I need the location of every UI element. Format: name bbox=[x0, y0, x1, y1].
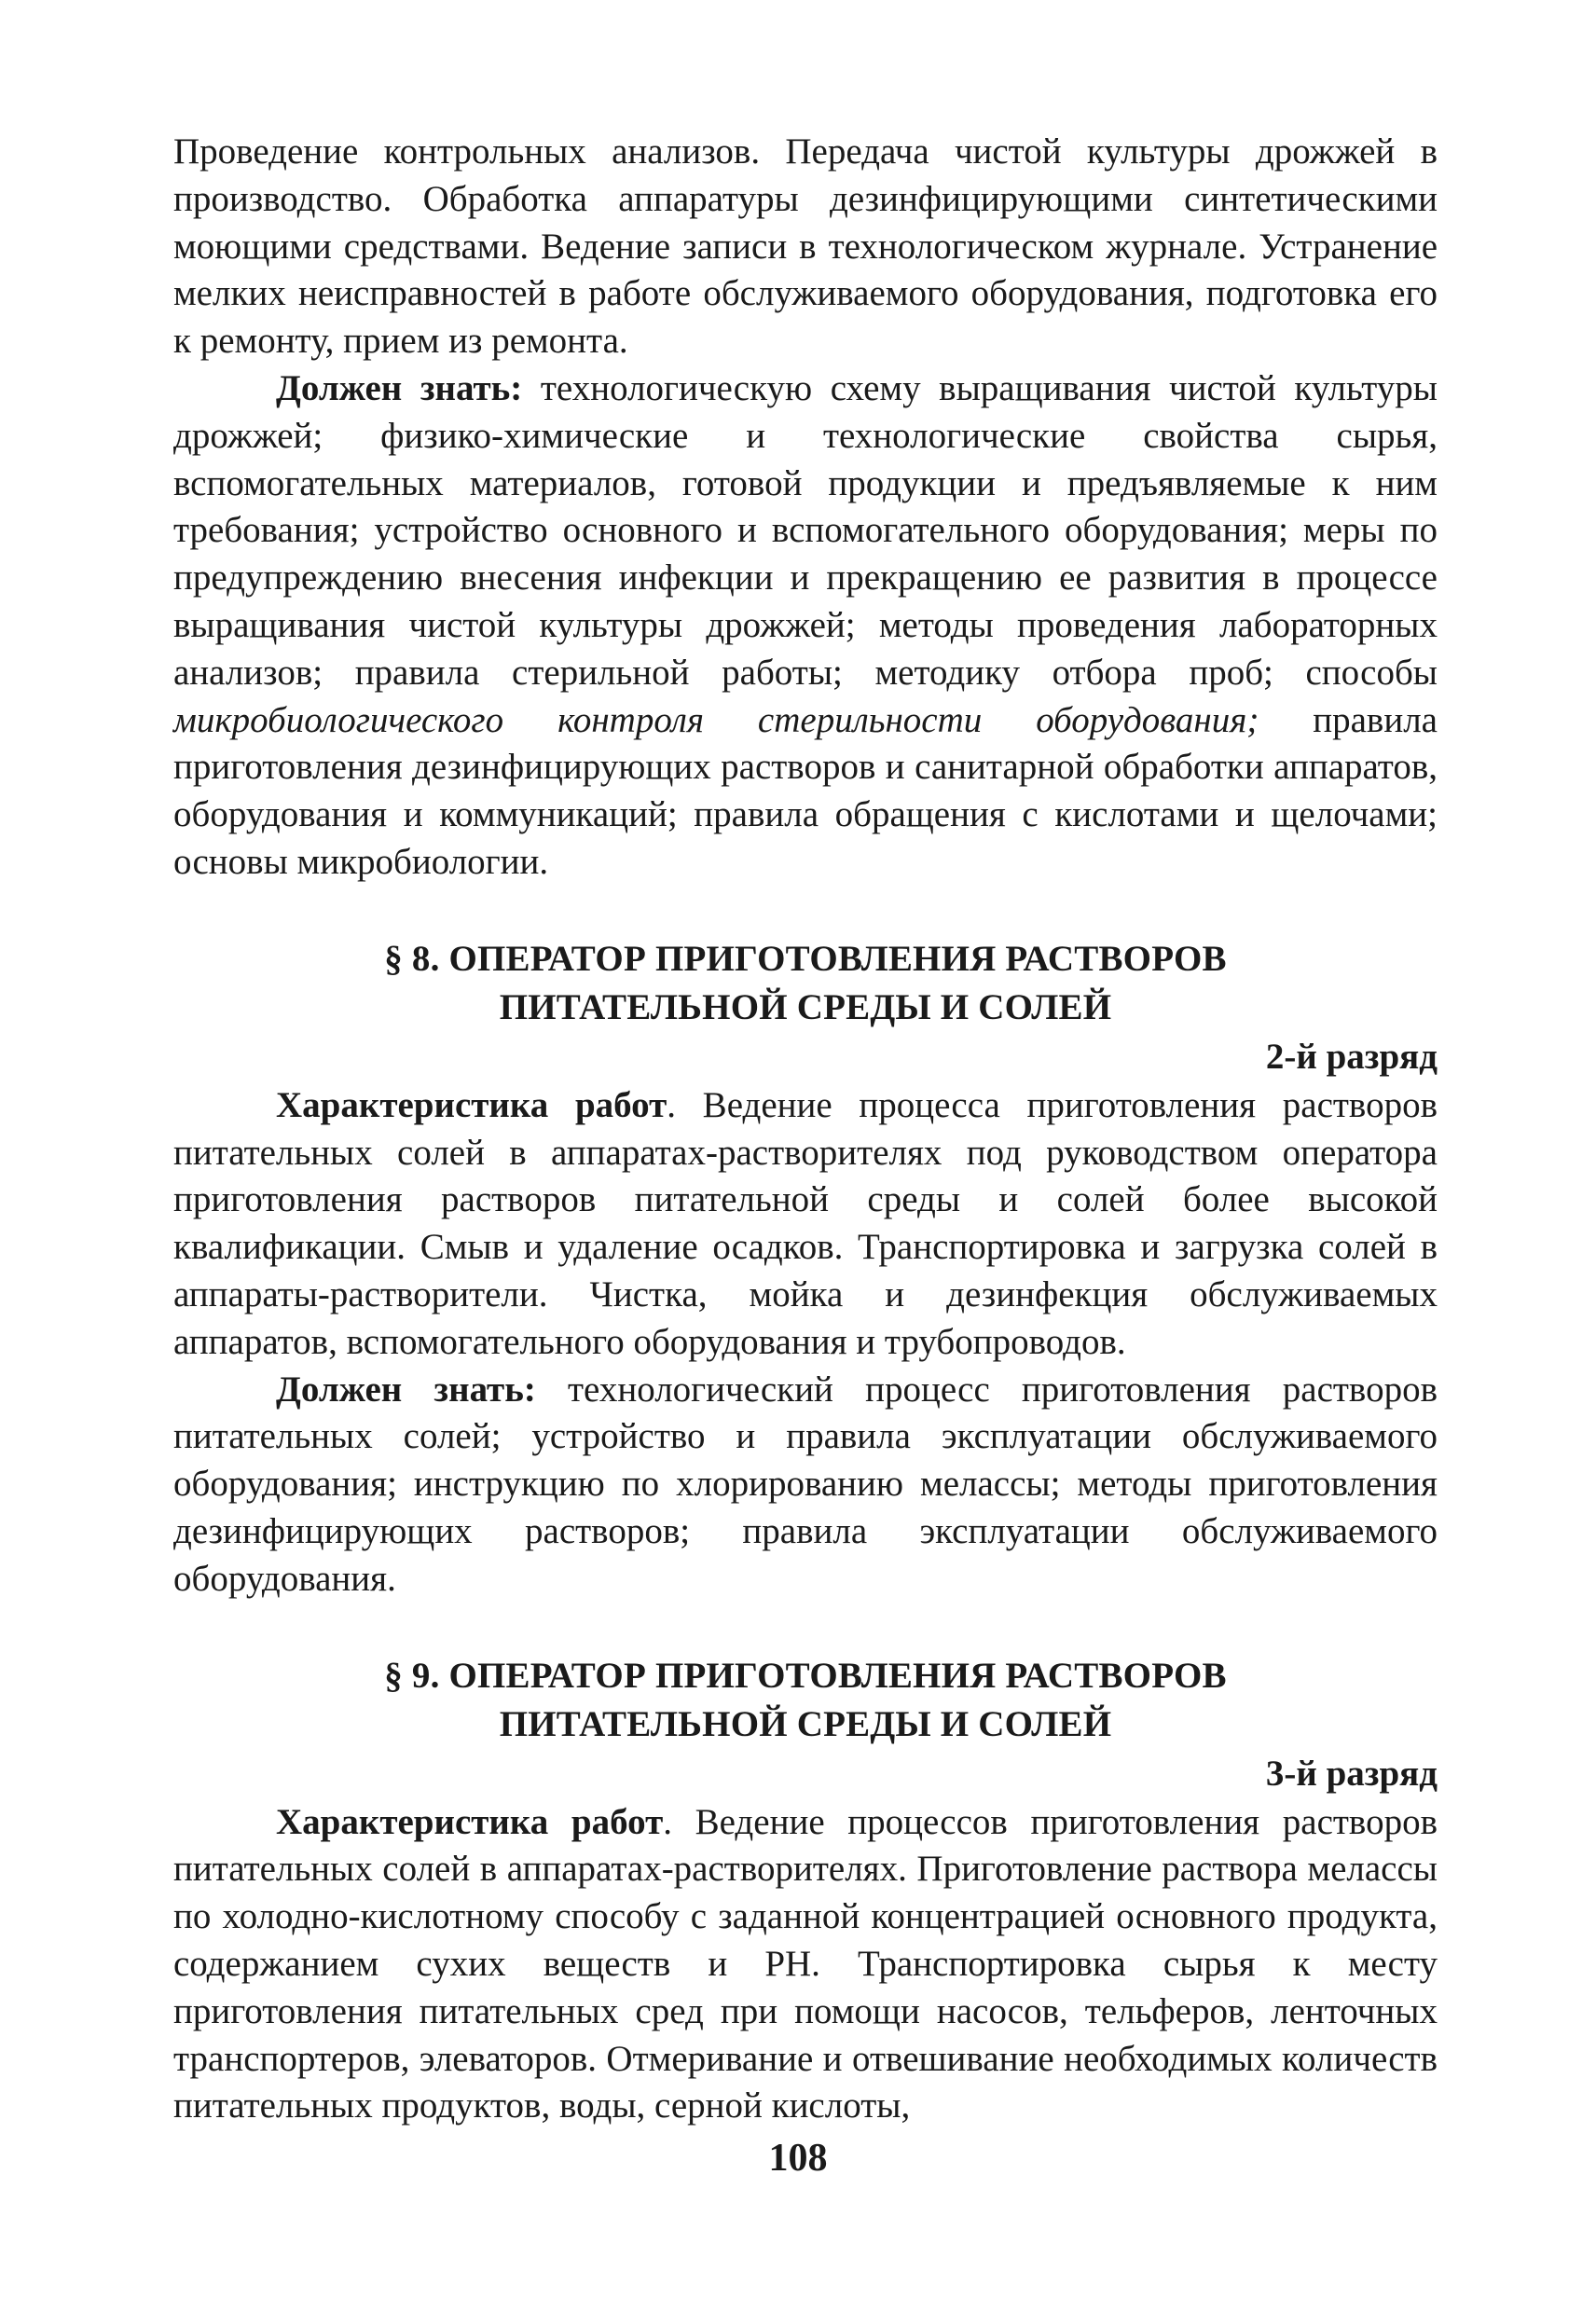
must-know-label: Должен знать: bbox=[276, 367, 523, 408]
must-know-text-b: правила приготовления дезинфицирующих растворов и санитарной обработки аппаратов, оборудования и коммуникаций; правила обращения с кислотами и щелочами; основы микробиологии. bbox=[173, 699, 1438, 882]
section-8-grade: 2-й разряд bbox=[1265, 1036, 1438, 1077]
section-9-title-line1: § 9. ОПЕРАТОР ПРИГОТОВЛЕНИЯ РАСТВОРОВ bbox=[384, 1655, 1227, 1696]
page-body bbox=[173, 129, 1438, 2130]
section-9-work-paragraph bbox=[173, 1799, 1438, 2131]
section-8-know-text: технологический процесс приготовления растворов питательных солей; устройство и правила эксплуатации обслуживаемого оборудования; инструкцию по хлорированию мелассы; методы приготовления дезинфицирующих растворов; правила эксплуатации обслуживаемого оборудования. bbox=[173, 1369, 1438, 1599]
must-know-text-a: технологическую схему выращивания чистой культуры дрожжей; физико-химические и технологические свойства сырья, вспомогательных материалов, готовой продукции и предъявляемые к ним требования; устройство основного и вспомогательного оборудования; меры по предупреждению внесения инфекции и прекращению ее развития в процессе выращивания чистой культуры дрожжей; методы проведения лабораторных анализов; правила стерильной работы; методику отбора проб; способы bbox=[173, 367, 1438, 693]
section-8-title-line2: ПИТАТЕЛЬНОЙ СРЕДЫ И СОЛЕЙ bbox=[499, 986, 1112, 1027]
section-8-work-text: . Ведение процесса приготовления растворов питательных солей в аппаратах-растворителях под руководством оператора приготовления растворов питательной среды и солей более высокой квалификации. Смыв и удаление осадков. Транспортировка и загрузка солей в аппараты-растворители. Чистка, мойка и дезинфекция обслуживаемых аппаратов, вспомогательного оборудования и трубопроводов. bbox=[173, 1084, 1438, 1362]
continuation-paragraph: Проведение контрольных анализов. Передача чистой культуры дрожжей в производство. Обработка аппаратуры дезинфицирующими синтетическими моющими средствами. Ведение записи в технологическом журнале. Устранение мелких неисправностей в работе обслуживаемого оборудования, подготовка его к ремонту, прием из ремонта. bbox=[173, 131, 1438, 362]
section-8-know-paragraph bbox=[173, 1367, 1438, 1603]
section-8-work-paragraph bbox=[173, 1082, 1438, 1367]
section-9-grade: 3-й разряд bbox=[1265, 1753, 1438, 1794]
section-8-work-label: Характеристика работ bbox=[276, 1084, 667, 1125]
section-8-title-line1: § 8. ОПЕРАТОР ПРИГОТОВЛЕНИЯ РАСТВОРОВ bbox=[384, 938, 1227, 979]
must-know-text-italic: микробиологического контроля стерильности оборудования; bbox=[173, 699, 1259, 740]
section-9-work-label: Характеристика работ bbox=[276, 1801, 664, 1842]
section-9-work-text: . Ведение процессов приготовления растворов питательных солей в аппаратах-растворителях. Приготовление раствора мелассы по холодно-кислотному способу с заданной концентрацией основного продукта, содержанием сухих веществ и РН. Транспортировка сырья к месту приготовления питательных сред при помощи насосов, тельферов, ленточных транспортеров, элеваторов. Отмеривание и отвешивание необходимых количеств питательных продуктов, воды, серной кислоты, bbox=[173, 1801, 1438, 2126]
section-8-know-label: Должен знать: bbox=[276, 1369, 536, 1410]
page-number: 108 bbox=[768, 2137, 828, 2180]
section-9-title-line2: ПИТАТЕЛЬНОЙ СРЕДЫ И СОЛЕЙ bbox=[499, 1703, 1112, 1744]
must-know-paragraph bbox=[173, 365, 1438, 887]
